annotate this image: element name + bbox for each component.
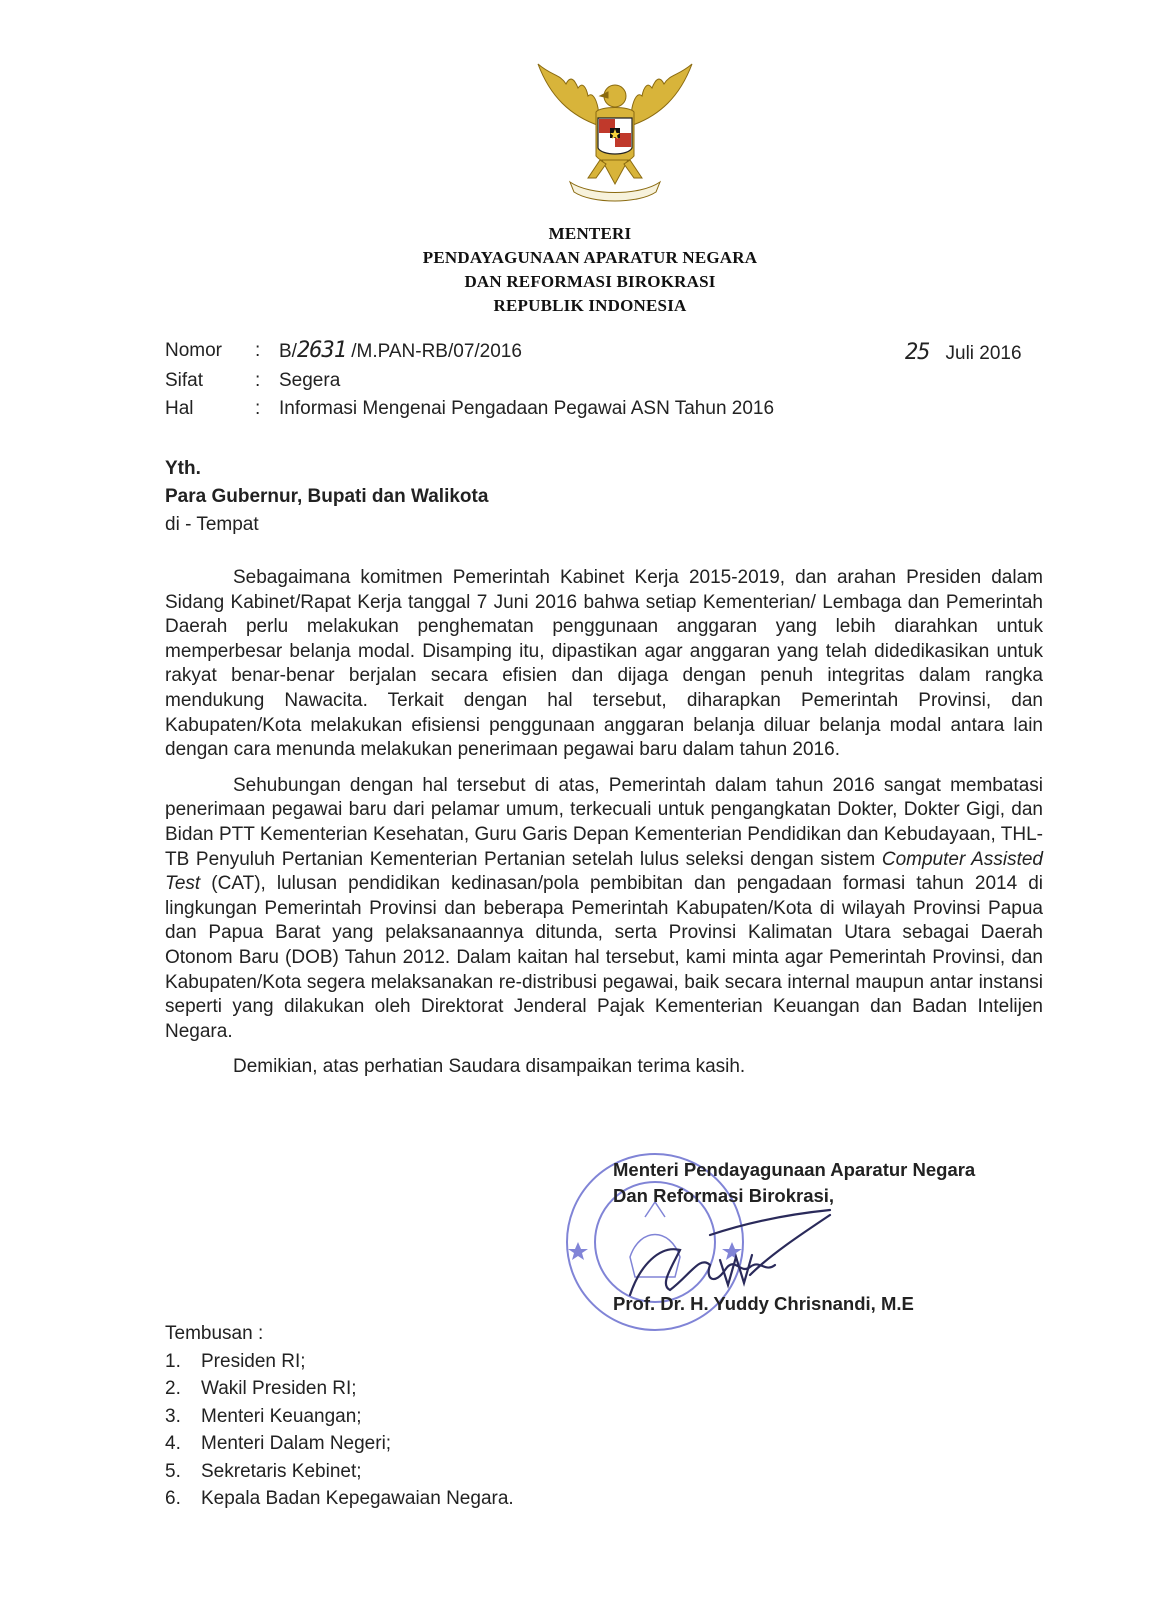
letterhead-line1: MENTERI <box>548 224 632 243</box>
signature-title-line1: Menteri Pendayagunaan Aparatur Negara <box>613 1159 976 1180</box>
nomor-prefix: B/ <box>279 341 297 362</box>
letter-date <box>905 340 1022 365</box>
paragraph-3: Demikian, atas perhatian Saudara disampaikan terima kasih. <box>233 1056 746 1078</box>
cc-item <box>165 1485 514 1513</box>
cc-item-num: 4. <box>165 1433 181 1454</box>
letterhead-line3: DAN REFORMASI BIROKRASI <box>464 272 716 291</box>
recipient-name: Para Gubernur, Bupati dan Walikota <box>165 486 489 507</box>
meta-sifat <box>165 367 774 396</box>
cc-item <box>165 1375 514 1403</box>
cc-item-text: Wakil Presiden RI; <box>201 1378 357 1399</box>
nomor-suffix: /M.PAN-RB/07/2016 <box>351 341 522 362</box>
recipient-place: di - Tempat <box>165 514 259 535</box>
paragraph-2-italic: Computer Assisted Test <box>165 848 1043 895</box>
cc-item <box>165 1348 514 1376</box>
date-month-year: Juli 2016 <box>945 343 1022 364</box>
letterhead-line2: PENDAYAGUNAAN APARATUR NEGARA <box>422 248 758 267</box>
paragraph-2-part1: Sehubungan dengan hal tersebut di atas, Pemerintah dalam tahun 2016 sangat membatasi penerimaan pegawai baru dari pelamar umum, terkecuali untuk pengangkatan Dokter, Dokter Gigi, dan Bidan PTT Kementerian Kesehatan, Guru Garis Depan Kementerian Pendidikan dan Kebudayaan, THL-TB Penyuluh Pertanian Kementerian Pertanian setelah lulus seleksi dengan sistem <box>165 774 1043 870</box>
signature-title-line2: Dan Reformasi Birokrasi, <box>613 1185 835 1206</box>
cc-item-num: 6. <box>165 1488 181 1509</box>
cc-item-text: Kepala Badan Kepegawaian Negara. <box>201 1488 514 1509</box>
hal-label: Hal <box>165 398 194 419</box>
letter-meta <box>165 337 774 424</box>
cc-item-text: Presiden RI; <box>201 1350 306 1372</box>
cc-title: Tembusan : <box>165 1323 264 1344</box>
nomor-value <box>279 337 522 367</box>
recipient-block <box>165 455 488 539</box>
hal-value: Informasi Mengenai Pengadaan Pegawai ASN Tahun 2016 <box>279 398 775 419</box>
letterhead <box>0 222 1162 318</box>
cc-item-num: 1. <box>165 1350 181 1372</box>
colon: : <box>255 340 261 361</box>
cc-item <box>165 1458 514 1486</box>
date-day-handwritten: 25 <box>905 340 930 365</box>
letterhead-line4: REPUBLIK INDONESIA <box>493 296 687 315</box>
cc-item-num: 2. <box>165 1378 181 1399</box>
garuda-emblem-icon <box>530 56 700 206</box>
handwritten-signature-icon <box>600 1195 850 1305</box>
nomor-label: Nomor <box>165 340 223 361</box>
sifat-label: Sifat <box>165 369 204 391</box>
meta-hal <box>165 395 774 424</box>
nomor-handwritten: 2631 <box>296 338 346 363</box>
colon: : <box>255 369 261 391</box>
cc-item <box>165 1403 514 1431</box>
meta-nomor <box>165 337 774 367</box>
signatory-name: Prof. Dr. H. Yuddy Chrisnandi, M.E <box>613 1293 914 1314</box>
cc-item <box>165 1430 514 1458</box>
cc-item-text: Menteri Dalam Negeri; <box>201 1433 392 1454</box>
yth-label: Yth. <box>165 458 201 479</box>
colon: : <box>255 398 261 419</box>
paragraph-1: Sebagaimana komitmen Pemerintah Kabinet Kerja 2015-2019, dan arahan Presiden dalam Sidang Kabinet/Rapat Kerja tanggal 7 Juni 2016 bahwa setiap Kementerian/ Lembaga dan Pemerintah Daerah perlu melakukan penghematan penggunaan anggaran yang lebih diarahkan untuk memperbesar belanja modal. Disamping itu, dipastikan agar anggaran yang telah didedikasikan untuk rakyat benar-benar berjalan secara efisien dan dijaga dengan penuh integritas dalam rangka mendukung Nawacita. Terkait dengan hal tersebut, diharapkan Pemerintah Provinsi, dan Kabupaten/Kota melakukan efisiensi penggunaan anggaran belanja diluar belanja modal antara lain dengan cara menunda melakukan penerimaan pegawai baru dalam tahun 2016. <box>165 567 1043 761</box>
cc-list <box>165 1320 514 1513</box>
sifat-value: Segera <box>279 369 341 391</box>
paragraph-2-part2: (CAT), lulusan pendidikan kedinasan/pola pembibitan dan pengadaan formasi tahun 2014 di lingkungan Pemerintah Provinsi dan beberapa Pemerintah Kabupaten/Kota di wilayah Provinsi Papua dan Papua Barat yang pelaksanaannya ditunda, serta Provinsi Kalimatan Utara sebagai Daerah Otonom Baru (DOB) Tahun 2012. Dalam kaitan hal tersebut, kami minta agar Pemerintah Provinsi, dan Kabupaten/Kota segera melaksanakan re-distribusi pegawai, baik secara internal maupun antar instansi seperti yang dilakukan oleh Direktorat Jenderal Pajak Kementerian Keuangan dan Badan Intelijen Negara. <box>165 873 1043 1042</box>
cc-item-text: Sekretaris Kebinet; <box>201 1460 362 1482</box>
cc-item-num: 5. <box>165 1460 181 1482</box>
cc-item-num: 3. <box>165 1405 181 1427</box>
letter-body <box>165 566 1043 1091</box>
paragraph-2 <box>165 774 1043 1045</box>
cc-item-text: Menteri Keuangan; <box>201 1405 362 1427</box>
